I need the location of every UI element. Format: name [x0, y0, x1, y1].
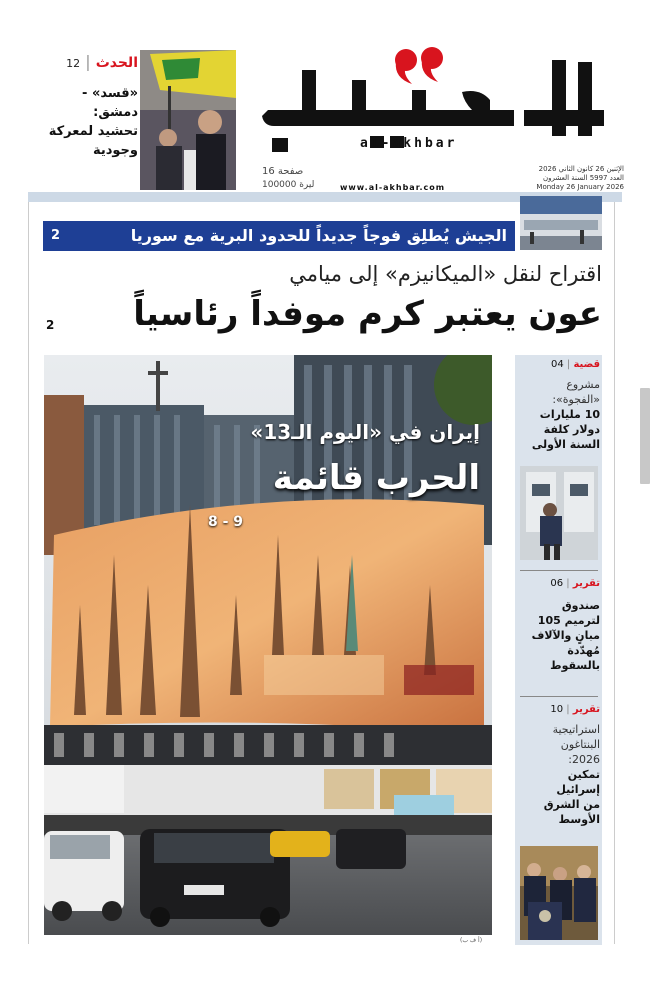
- teaser-headline[interactable]: [22, 84, 138, 160]
- sidebar-photo-atm-graphic: [520, 466, 598, 560]
- sidebar-photo-podium[interactable]: [520, 846, 598, 940]
- banner-page: 2: [51, 228, 61, 243]
- website-link[interactable]: www.al-akhbar.com: [340, 183, 446, 192]
- frame-left: [28, 202, 29, 944]
- sidebar-line: صندوق: [561, 599, 600, 612]
- teaser-page: 12: [66, 57, 81, 70]
- sidebar-line: السنة الأولى: [531, 438, 600, 451]
- page-count: 16 صفحة: [262, 166, 304, 177]
- issue-line: العدد 5997 السنة العشرون: [542, 174, 624, 182]
- sidebar-line: «الفجوة»:: [552, 393, 600, 406]
- page-scrollbar[interactable]: [640, 388, 650, 484]
- sidebar-line: 10 مليارات: [539, 408, 600, 421]
- photo-caption: (أ ف ب): [460, 937, 483, 944]
- sidebar-item-2-header[interactable]: تقرير | 06: [550, 578, 600, 589]
- teaser-header[interactable]: الحدث | 12: [66, 52, 138, 71]
- sidebar-item-page: 10: [550, 704, 564, 715]
- sidebar-line: دولار كلفة: [543, 423, 600, 436]
- sidebar-item-3[interactable]: [518, 722, 600, 827]
- sidebar-line: إسرائيل: [556, 783, 600, 796]
- sidebar-divider: [520, 570, 598, 571]
- sidebar-line: لترميم 105: [537, 614, 600, 627]
- teaser-label: الحدث: [95, 55, 138, 71]
- photo-story-headline[interactable]: الحرب قائمة: [272, 458, 480, 498]
- sidebar-item-label: تقرير: [572, 578, 600, 589]
- sidebar-line: الأوسط: [558, 813, 600, 826]
- banner-photo[interactable]: [520, 196, 602, 250]
- frame-right: [614, 202, 615, 944]
- sidebar-divider: [520, 696, 598, 697]
- sidebar-line: استراتيجية: [552, 723, 600, 736]
- teaser-photo-graphic: [140, 50, 236, 190]
- sidebar-item-label: تقرير: [572, 704, 600, 715]
- lead-page: 2: [46, 318, 55, 332]
- sidebar-item-1-header[interactable]: قضية | 04: [550, 359, 600, 370]
- photo-story-kicker[interactable]: إيران في «اليوم الـ13»: [250, 420, 480, 444]
- lead-headline[interactable]: عون يعتبر كرم موفداً رئاسياً: [133, 294, 602, 334]
- teaser-line: دمشق:: [93, 105, 138, 120]
- date-line-latin: Monday 26 January 2026: [536, 183, 624, 191]
- sidebar-item-page: 06: [550, 578, 564, 589]
- banner-photo-graphic: [520, 196, 602, 250]
- sidebar-line: بالسقوط: [550, 659, 600, 672]
- sidebar-item-2[interactable]: [518, 598, 600, 673]
- sidebar-line: مبانٍ والآلاف: [531, 629, 600, 642]
- sidebar-line: البنتاغون: [560, 738, 600, 751]
- teaser-photo[interactable]: [140, 50, 236, 190]
- sidebar-photo-podium-graphic: [520, 846, 598, 940]
- sidebar-line: 2026:: [568, 753, 600, 766]
- sidebar-item-page: 04: [550, 359, 564, 370]
- teaser-line: «قسد» -: [82, 86, 138, 101]
- lead-kicker[interactable]: اقتراح لنقل «الميكانيزم» إلى ميامي: [289, 262, 602, 286]
- teaser-line: تحشيد لمعركة: [48, 124, 138, 139]
- sidebar-line: مُهدّدة: [567, 644, 600, 657]
- teaser-line: وجودية: [92, 143, 138, 158]
- sidebar-line: مشروع: [566, 378, 600, 391]
- date-line: الإثنين 26 كانون الثاني 2026: [538, 165, 624, 173]
- banner-text: الجيش يُطلِق فوجاً جديداً للحدود البرية مع سوريا: [130, 226, 507, 245]
- masthead-latin-name: al-akhbar: [360, 136, 458, 151]
- breaking-banner[interactable]: [43, 221, 515, 251]
- sidebar-photo-atm[interactable]: [520, 466, 598, 560]
- photo-story-pages: 8 - 9: [208, 514, 244, 530]
- sidebar-item-label: قضية: [573, 359, 600, 370]
- price: 100000 ليرة: [262, 180, 315, 190]
- sidebar-item-1[interactable]: [518, 377, 600, 452]
- sidebar-line: تمكين: [567, 768, 600, 781]
- sidebar-line: من الشرق: [543, 798, 600, 811]
- sidebar-item-3-header[interactable]: تقرير | 10: [550, 704, 600, 715]
